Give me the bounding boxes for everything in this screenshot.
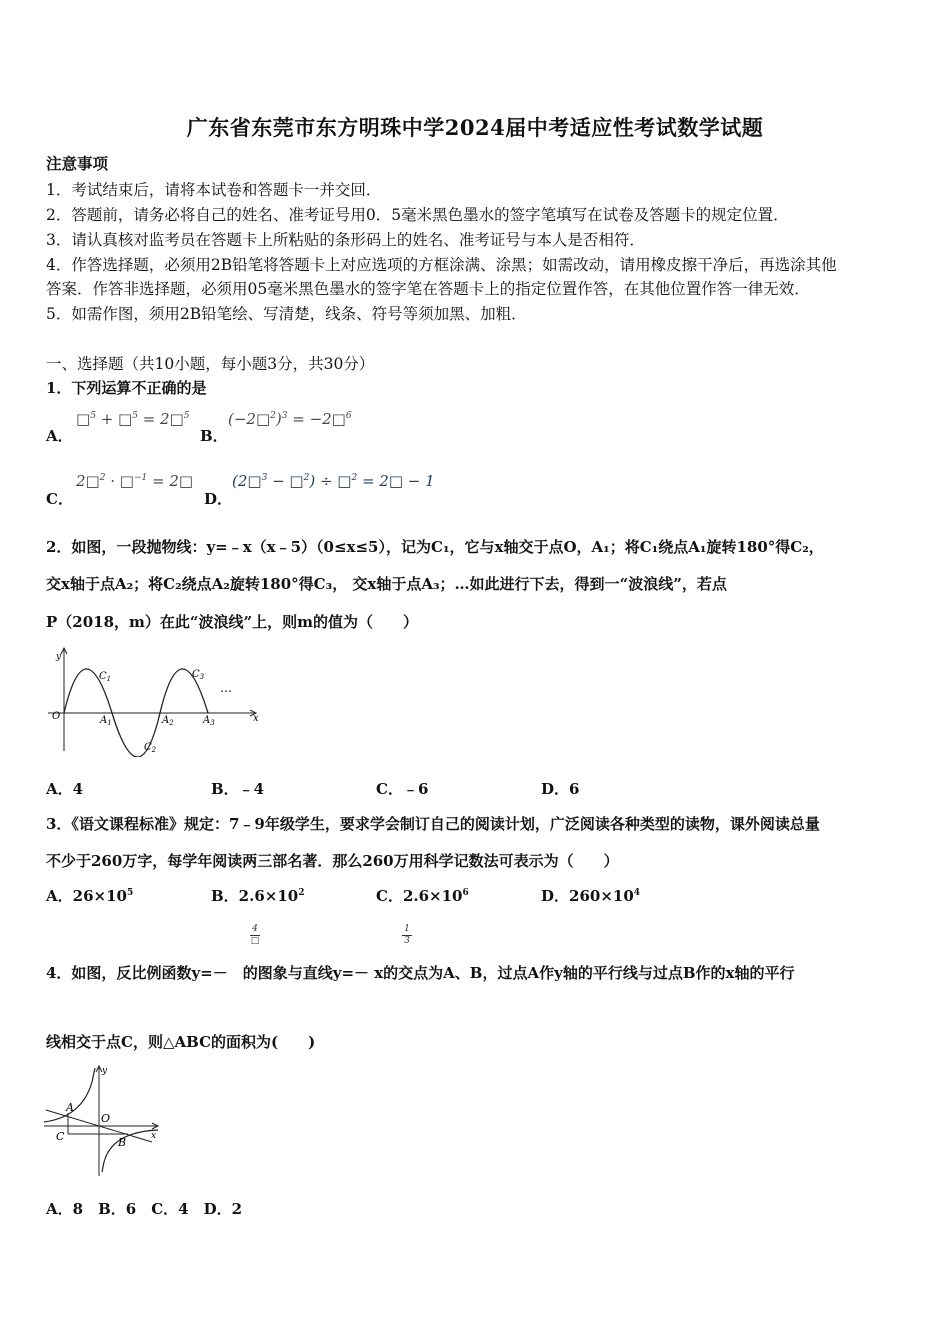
q1-option-b-label: B． [200, 427, 228, 445]
notice-item: 答案．作答非选择题，必须用05毫米黑色墨水的签字笔在答题卡上的指定位置作答，在其他位置作答一律无效． [46, 280, 810, 298]
notice-item: 5．如需作图，须用2B铅笔绘、写清楚，线条、符号等须加黑、加粗． [46, 305, 527, 323]
question-3-line: 3．《语文课程标准》规定：7﹣9年级学生，要求学会制订自己的阅读计划，广泛阅读各种类型的读物，课外阅读总量 [46, 815, 820, 833]
x-axis-label: x [151, 1131, 157, 1141]
q1-option-c-label: C． [46, 490, 73, 508]
a3-label: $A_3$ [203, 715, 215, 727]
point-c-label: C [56, 1130, 65, 1143]
c3-label: $C_3$ [192, 669, 205, 681]
q4-options: A．8 B．6 C．4 D．2 [46, 1200, 243, 1218]
notice-item: 2．答题前，请务必将自己的姓名、准考证号用0．5毫米黑色墨水的签字笔填写在试卷及答题卡的规定位置． [46, 206, 789, 224]
question-3-line: 不少于260万字，每学年阅读两三部名著．那么260万用科学记数法可表示为（ ） [46, 852, 619, 870]
q1-option-b-formula: (−2□$^2$)$^3$ = −2□$^6$ [228, 410, 352, 428]
fraction-4-over-x: 4 □ [250, 924, 260, 946]
question-2-line: 2．如图，一段抛物线：y=﹣x（x﹣5）（0≤x≤5），记为C₁，它与x轴交于点O，A₁；将C₁绕点A₁旋转180°得C₂， [46, 538, 824, 556]
y-axis-label: y [56, 652, 62, 662]
a2-label: $A_2$ [162, 715, 174, 727]
x-axis-label: x [253, 713, 259, 724]
q3-option-a: A．$26\times 10^5$ [46, 887, 134, 905]
question-4-line: 线相交于点C，则△ABC的面积为( ) [46, 1033, 316, 1051]
q1-option-d-label: D． [204, 490, 233, 508]
origin-label: O [101, 1112, 111, 1125]
question-4-line: 4．如图，反比例函数y=－ 的图象与直线y=－ x的交点为A、B，过点A作y轴的平行线与过点B作的x轴的平行 [46, 964, 795, 982]
hyperbola-right-branch [102, 1130, 158, 1172]
q3-option-c: C．$2.6\times 10^6$ [376, 887, 469, 905]
question-2-line: P（2018，m）在此“波浪线”上，则m的值为（ ） [46, 613, 419, 631]
notice-heading: 注意事项 [46, 154, 109, 173]
fraction-1-over-3: 1 3 [402, 925, 412, 946]
q1-option-d-formula: (2□$^3$ − □$^2$) ÷ □$^2$ = 2□ − 1 [232, 472, 435, 490]
q1-option-c-formula: 2□$^2$ · □$^{-1}$ = 2□ [76, 472, 194, 490]
y-axis-label: y [102, 1066, 108, 1076]
c2-label: $C_2$ [144, 742, 157, 754]
page-title: 广东省东莞市东方明珠中学2024届中考适应性考试数学试题 [186, 115, 764, 140]
a1-label: $A_1$ [100, 715, 112, 727]
point-a-label: A [66, 1101, 74, 1114]
notice-item: 4．作答选择题，必须用2B铅笔将答题卡上对应选项的方框涂满、涂黑；如需改动，请用橡皮擦干净后，再选涂其他 [46, 256, 837, 274]
origin-label: O [52, 711, 61, 722]
wave-graph [44, 645, 264, 757]
q3-option-b: B．$2.6\times 10^2$ [211, 887, 305, 905]
q1-option-a-formula: □$^5$ + □$^5$ = 2□$^5$ [76, 410, 190, 428]
section-heading: 一、选择题（共10小题，每小题3分，共30分） [46, 355, 375, 373]
question-1-stem: 1．下列运算不正确的是 [46, 379, 207, 397]
q3-option-d: D．$260\times 10^4$ [541, 887, 641, 905]
question-2-line: 交x轴于点A₂；将C₂绕点A₂旋转180°得C₃， 交x轴于点A₃；…如此进行下去，得到一“波浪线”，若点 [46, 575, 727, 593]
notice-item: 3．请认真核对监考员在答题卡上所粘贴的条形码上的姓名、准考证号与本人是否相符． [46, 231, 645, 249]
notice-item: 1．考试结束后，请将本试卷和答题卡一并交回． [46, 181, 382, 199]
q2-option-a: A．4 [46, 780, 84, 798]
q2-option-d: D．6 [541, 780, 580, 798]
c1-label: $C_1$ [99, 671, 112, 683]
q2-option-c: C．﹣6 [376, 780, 429, 798]
q2-option-b: B．﹣4 [211, 780, 265, 798]
ellipsis-label: … [220, 681, 232, 695]
hyperbola-graph [42, 1062, 164, 1178]
point-b-label: B [118, 1136, 127, 1149]
q1-option-a-label: A． [46, 427, 73, 445]
